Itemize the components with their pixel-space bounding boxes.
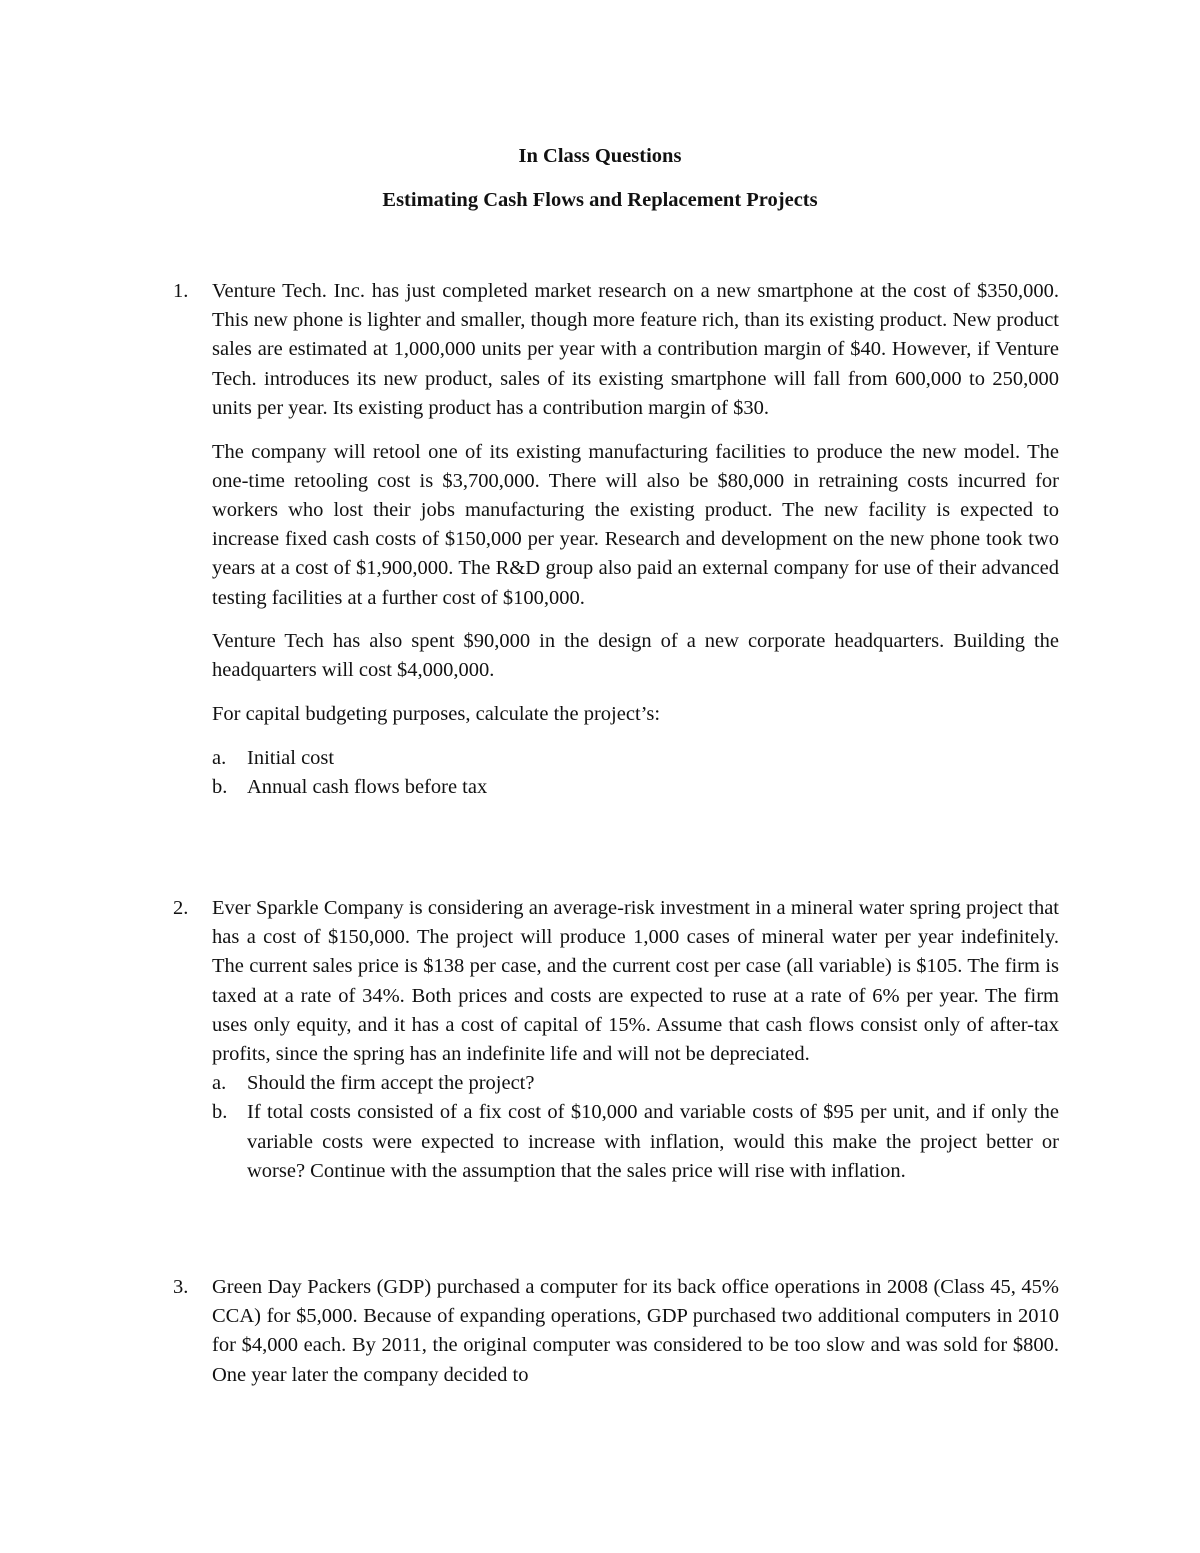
question-body xyxy=(212,894,1059,1186)
question-body xyxy=(212,277,1059,802)
question-body xyxy=(212,1273,1059,1390)
sub-question xyxy=(212,1098,1059,1186)
question-number: 3. xyxy=(173,1276,189,1298)
sub-question-text: Annual cash flows before tax xyxy=(247,776,488,799)
question-paragraph: Green Day Packers (GDP) purchased a computer for its back office operations in 2008 (Class 45, 45% CCA) for $5,000. Because of expanding operations, GDP purchased two additional computers in 2010 for $4,000 each. By 2011, the original computer was considered to be too slow and was sold for $800. One year later the company decided to xyxy=(212,1276,1059,1386)
sub-question-letter: a. xyxy=(212,746,227,769)
sub-question xyxy=(212,1069,1059,1098)
sub-question-letter: b. xyxy=(212,1101,228,1124)
question-paragraph: Venture Tech has also spent $90,000 in the design of a new corporate headquarters. Building the headquarters will cost $4,000,000. xyxy=(212,630,1059,682)
sub-question-letter: a. xyxy=(212,1072,227,1095)
sub-question-list xyxy=(212,744,1059,802)
question-paragraph: Venture Tech. Inc. has just completed market research on a new smartphone at the cost of $350,000. This new phone is lighter and smaller, though more feature rich, than its existing product. New product sales are estimated at 1,000,000 units per year with a contribution margin of $40. However, if Venture Tech. introduces its new product, sales of its existing smartphone will fall from 600,000 to 250,000 units per year. Its existing product has a contribution margin of $30. xyxy=(212,280,1059,419)
document-title: In Class Questions xyxy=(518,145,682,167)
question-paragraph: Ever Sparkle Company is considering an average-risk investment in a mineral water spring project that has a cost of $150,000. The project will produce 1,000 cases of mineral water per year indefinitely. The current sales price is $138 per case, and the current cost per case (all variable) is $105. The firm is taxed at a rate of 34%. Both prices and costs are expected to ruse at a rate of 6% per year. The firm uses only equity, and it has a cost of capital of 15%. Assume that cash flows consist only of after-tax profits, since the spring has an indefinite life and will not be depreciated. xyxy=(212,897,1059,1066)
question-paragraph: For capital budgeting purposes, calculate the project’s: xyxy=(212,703,661,726)
sub-question-text: Initial cost xyxy=(247,746,335,769)
sub-question xyxy=(212,773,1059,802)
question-number: 2. xyxy=(173,897,189,919)
question-number: 1. xyxy=(173,280,189,302)
sub-question-list xyxy=(212,1069,1059,1186)
document-subtitle: Estimating Cash Flows and Replacement Projects xyxy=(382,189,818,211)
question-paragraph: The company will retool one of its existing manufacturing facilities to produce the new model. The one-time retooling cost is $3,700,000. There will also be $80,000 in retraining costs incurred for workers who lost their jobs manufacturing the existing product. The new facility is expected to increase fixed cash costs of $150,000 per year. Research and development on the new phone took two years at a cost of $1,900,000. The R&D group also paid an external company for use of their advanced testing facilities at a further cost of $100,000. xyxy=(212,440,1059,609)
sub-question-text: Should the firm accept the project? xyxy=(247,1072,535,1095)
sub-question xyxy=(212,744,1059,773)
sub-question-letter: b. xyxy=(212,776,228,799)
sub-question-text: If total costs consisted of a fix cost of $10,000 and variable costs of $95 per unit, and if only the variable costs were expected to increase with inflation, would this make the project better or worse? Continue with the assumption that the sales price will rise with inflation. xyxy=(247,1101,1059,1182)
